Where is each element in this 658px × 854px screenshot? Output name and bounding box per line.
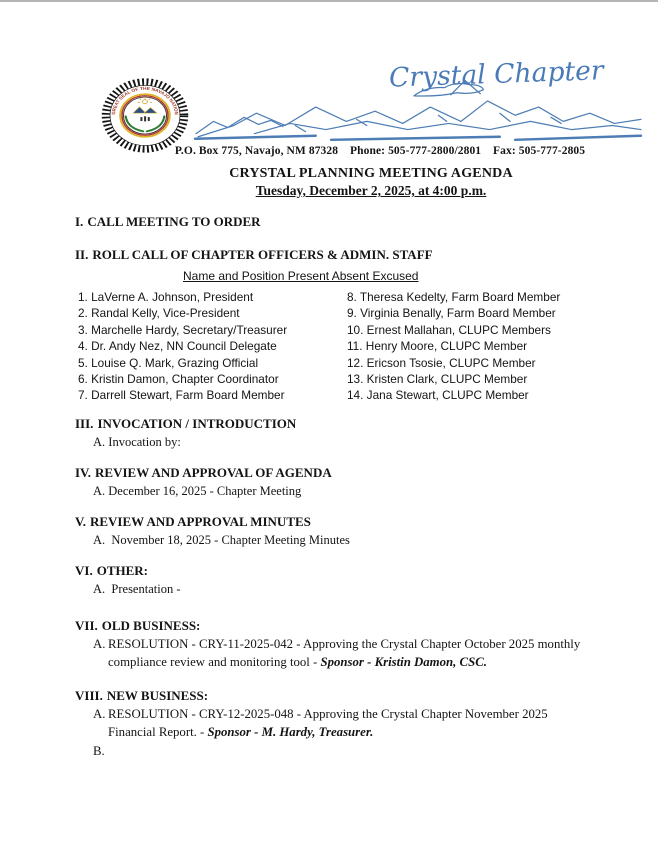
page-title: CRYSTAL PLANNING MEETING AGENDA <box>229 166 513 181</box>
section-heading <box>75 618 642 633</box>
agenda-item <box>93 706 642 741</box>
list-item: 4. Dr. Andy Nez, NN Council Delegate <box>78 339 277 354</box>
section-new-business <box>75 688 642 759</box>
section-roll-call <box>75 247 642 262</box>
section-heading <box>75 247 642 262</box>
roll-call-list <box>78 289 647 404</box>
chapter-address: P.O. Box 775, Navajo, NM 87328 Phone: 505-777-2800/2801 Fax: 505-777-2805 <box>174 145 586 157</box>
agenda-item: A. Invocation by: <box>93 435 181 449</box>
section-title: ROLL CALL OF CHAPTER OFFICERS & ADMIN. STAFF <box>92 247 433 262</box>
section-title: REVIEW AND APPROVAL OF AGENDA <box>95 465 332 480</box>
section-numeral: VI. <box>75 563 93 578</box>
section-title: NEW BUSINESS: <box>106 688 209 703</box>
section-old-business <box>75 618 642 671</box>
resolution-text: RESOLUTION - CRY-12-2025-048 - Approving the Crystal Chapter November 2025 Financial Report. - <box>108 707 548 739</box>
list-item: 14. Jana Stewart, CLUPC Member <box>347 388 529 403</box>
agenda-item: A. December 16, 2025 - Chapter Meeting <box>93 484 302 498</box>
list-item: 8. Theresa Kedelty, Farm Board Member <box>347 290 561 304</box>
section-title: CALL MEETING TO ORDER <box>87 214 261 229</box>
section-call-to-order <box>75 214 642 229</box>
section-agenda-approval <box>75 465 642 499</box>
section-title: INVOCATION / INTRODUCTION <box>97 416 297 431</box>
list-item: 1. LaVerne A. Johnson, President <box>78 290 254 304</box>
section-heading <box>75 563 642 578</box>
list-item: 9. Virginia Benally, Farm Board Member <box>347 306 556 321</box>
section-numeral: IV. <box>75 465 92 480</box>
section-numeral: V. <box>75 514 86 529</box>
roll-call-subheading: Name and Position Present Absent Excused <box>183 269 419 283</box>
list-item: 2. Randal Kelly, Vice-President <box>78 306 240 321</box>
section-heading <box>75 465 642 480</box>
section-title: OLD BUSINESS: <box>101 618 201 633</box>
list-item: 6. Kristin Damon, Chapter Coordinator <box>78 372 279 387</box>
sponsor-text: Sponsor - Kristin Damon, CSC. <box>320 654 487 669</box>
list-item: 3. Marchelle Hardy, Secretary/Treasurer <box>78 322 288 337</box>
item-label: A. <box>93 707 106 721</box>
resolution-text: RESOLUTION - CRY-11-2025-042 - Approving the Crystal Chapter October 2025 monthly compliance review and monitoring tool - <box>108 637 581 669</box>
section-minutes-approval <box>75 514 642 548</box>
section-heading <box>75 416 642 431</box>
meeting-datetime: Tuesday, December 2, 2025, at 4:00 p.m. <box>255 183 487 198</box>
seal-ring-text: GREAT SEAL OF THE NAVAJO NATION <box>110 86 180 115</box>
section-other <box>75 563 642 597</box>
roll-call-column-right <box>347 289 647 404</box>
section-invocation <box>75 416 642 450</box>
navajo-nation-seal-icon <box>99 76 191 155</box>
roll-call-column-left <box>78 289 347 404</box>
agenda-item: A. Presentation - <box>93 582 181 596</box>
agenda-item: A. November 18, 2025 - Chapter Meeting Minutes <box>93 533 350 547</box>
section-heading <box>75 688 642 703</box>
section-heading <box>75 514 642 529</box>
section-numeral: II. <box>75 247 89 262</box>
section-numeral: VII. <box>75 618 98 633</box>
section-title: REVIEW AND APPROVAL MINUTES <box>89 514 311 529</box>
section-heading <box>75 214 642 229</box>
list-item: 10. Ernest Mallahan, CLUPC Members <box>347 322 551 337</box>
list-item: 11. Henry Moore, CLUPC Member <box>347 339 528 354</box>
sponsor-text: Sponsor - M. Hardy, Treasurer. <box>207 724 374 739</box>
list-item: 12. Ericson Tsosie, CLUPC Member <box>347 355 536 370</box>
item-text <box>108 636 592 671</box>
section-numeral: I. <box>75 214 84 229</box>
section-numeral: VIII. <box>75 688 103 703</box>
agenda-item <box>93 636 642 671</box>
list-item: 7. Darrell Stewart, Farm Board Member <box>78 388 285 403</box>
list-item: 5. Louise Q. Mark, Grazing Official <box>78 355 259 370</box>
list-item: 13. Kristen Clark, CLUPC Member <box>347 372 528 387</box>
agenda-item: B. <box>93 744 105 759</box>
letterhead-art <box>193 62 643 150</box>
brand-script-text: Crystal Chapter <box>388 62 605 94</box>
item-text <box>108 706 592 741</box>
mountain-landscape-art <box>193 62 643 145</box>
item-label: A. <box>93 637 106 651</box>
section-numeral: III. <box>75 416 94 431</box>
section-title: OTHER: <box>96 563 148 578</box>
